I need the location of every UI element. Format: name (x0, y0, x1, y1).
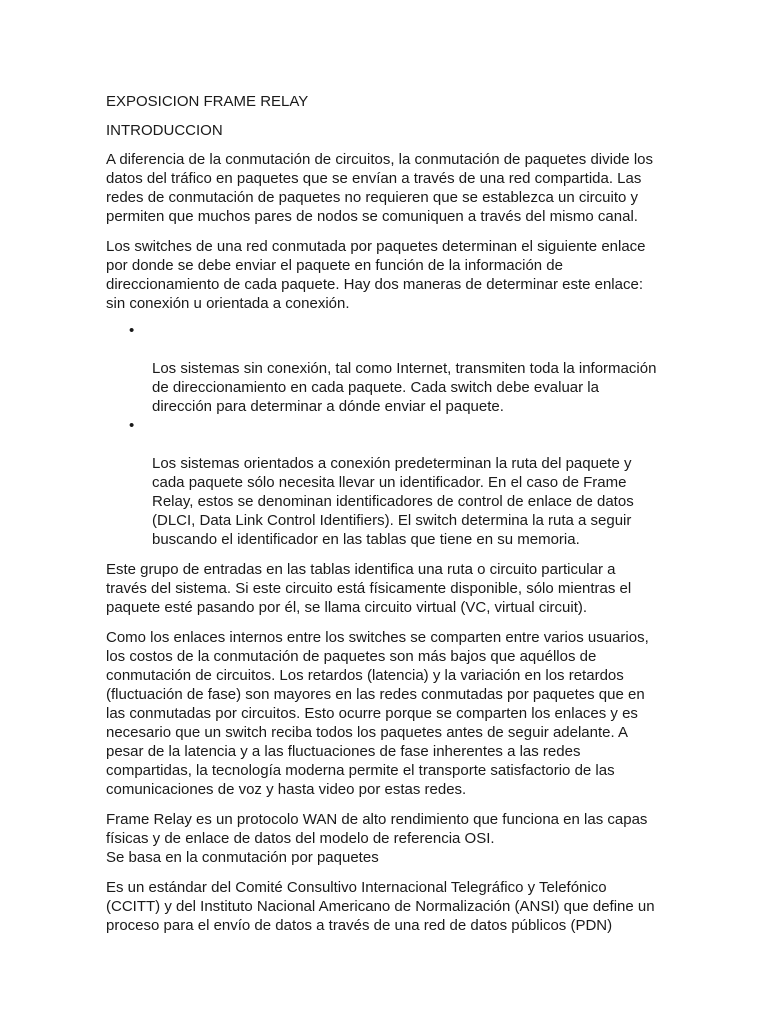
paragraph-switches: Los switches de una red conmutada por paquetes determinan el siguiente enlace por donde se debe enviar el paquete en función de la información de direccionamiento de cada paquete. Hay dos maneras de determinar este enlace: sin conexión u orientada a conexión. (106, 238, 646, 312)
list-item (106, 416, 666, 549)
document-title: EXPOSICION FRAME RELAY (106, 93, 309, 110)
document-page (106, 92, 666, 946)
list-item-text: Los sistemas sin conexión, tal como Internet, transmiten toda la información de direccionamiento en cada paquete. Cada switch debe evaluar la dirección para determinar a dónde enviar el paquete. (152, 360, 657, 415)
bullet-icon: • (129, 322, 135, 339)
paragraph-virtual-circuit: Este grupo de entradas en las tablas identifica una ruta o circuito particular a través del sistema. Si este circuito está físicamente disponible, sólo mientras el paquete esté pasando por él, se llama circuito virtual (VC, virtual circuit). (106, 561, 632, 616)
paragraph-frame-relay-definition: Frame Relay es un protocolo WAN de alto rendimiento que funciona en las capas físicas y de enlace de datos del modelo de referencia OSI. Se basa en la conmutación por paquetes (106, 811, 648, 866)
bullet-list (106, 321, 666, 549)
paragraph-standard: Es un estándar del Comité Consultivo Internacional Telegráfico y Telefónico (CCITT) y del Instituto Nacional Americano de Normalización (ANSI) que define un proceso para el envío de datos a través de una red de datos públicos (PDN) (106, 879, 655, 934)
list-item-text: Los sistemas orientados a conexión predeterminan la ruta del paquete y cada paquete sólo necesita llevar un identificador. En el caso de Frame Relay, estos se denominan identificadores de control de enlace de datos (DLCI, Data Link Control Identifiers). El switch determina la ruta a seguir buscando el identificador en las tablas que tiene en su memoria. (152, 455, 634, 548)
section-heading: INTRODUCCION (106, 122, 223, 139)
paragraph-costs-latency: Como los enlaces internos entre los switches se comparten entre varios usuarios, los costos de la conmutación de paquetes son más bajos que aquéllos de conmutación de circuitos. Los retardos (latencia) y la variación en los retardos (fluctuación de fase) son mayores en las redes conmutadas por paquetes que en las conmutadas por circuitos. Esto ocurre porque se comparten los enlaces y es necesario que un switch reciba todos los paquetes antes de seguir adelante. A pesar de la latencia y a las fluctuaciones de fase inherentes a las redes compartidas, la tecnología moderna permite el transporte satisfactorio de las comunicaciones de voz y hasta video por estas redes. (106, 629, 649, 798)
list-item (106, 321, 666, 416)
bullet-icon: • (129, 417, 135, 434)
paragraph-circuit-vs-packet: A diferencia de la conmutación de circuitos, la conmutación de paquetes divide los datos del tráfico en paquetes que se envían a través de una red compartida. Las redes de conmutación de paquetes no requieren que se establezca un circuito y permiten que muchos pares de nodos se comuniquen a través del mismo canal. (106, 151, 653, 225)
